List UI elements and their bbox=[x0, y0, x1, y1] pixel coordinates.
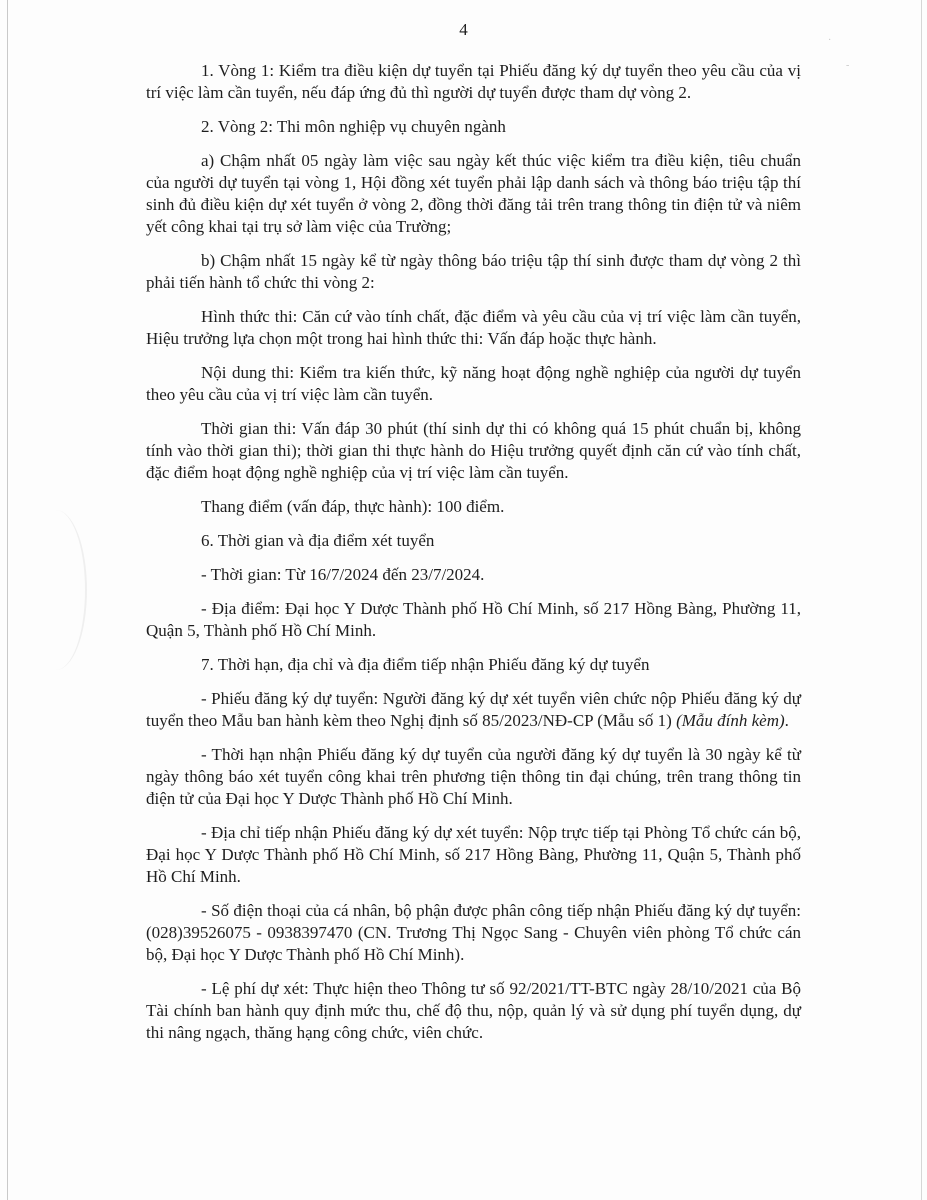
paragraph-contact-phone: - Số điện thoại của cá nhân, bộ phận được phân công tiếp nhận Phiếu đăng ký dự tuyển: (028)39526075 - 0938397470 (CN. Trương Thị Ngọc Sang - Chuyên viên phòng Tổ chức cán bộ, Đại học Y Dược Thành phố Hồ Chí Minh). bbox=[146, 901, 801, 964]
paragraph-round-2-b: b) Chậm nhất 15 ngày kể từ ngày thông báo triệu tập thí sinh được tham dự vòng 2 thì phải tiến hành tổ chức thi vòng 2: bbox=[146, 251, 801, 292]
faint-stamp-bleedthrough bbox=[25, 510, 87, 670]
section-7-heading: 7. Thời hạn, địa chỉ và địa điểm tiếp nhận Phiếu đăng ký dự tuyển bbox=[201, 655, 650, 674]
page-number: 4 bbox=[459, 20, 468, 39]
registration-form-end: . bbox=[784, 711, 789, 730]
registration-form-text: - Phiếu đăng ký dự tuyển: Người đăng ký dự xét tuyển viên chức nộp Phiếu đăng ký dự tuyển theo Mẫu ban hành kèm theo Nghị định số 85/2023/NĐ-CP (Mẫu số 1) bbox=[146, 689, 801, 730]
paragraph-fee: - Lệ phí dự xét: Thực hiện theo Thông tư số 92/2021/TT-BTC ngày 28/10/2021 của Bộ Tài chính ban hành quy định mức thu, chế độ thu, nộp, quản lý và sử dụng phí tuyển dụng, dự thi nâng ngạch, thăng hạng công chức, viên chức. bbox=[146, 979, 801, 1042]
scan-speck: - bbox=[846, 60, 850, 71]
scan-edge-left bbox=[7, 0, 8, 1200]
paragraph-location: - Địa điểm: Đại học Y Dược Thành phố Hồ Chí Minh, số 217 Hồng Bàng, Phường 11, Quận 5, Thành phố Hồ Chí Minh. bbox=[146, 599, 801, 640]
paragraph-round-1: 1. Vòng 1: Kiểm tra điều kiện dự tuyển tại Phiếu đăng ký dự tuyển theo yêu cầu của vị trí việc làm cần tuyển, nếu đáp ứng đủ thì người dự tuyển được tham dự vòng 2. bbox=[146, 61, 801, 102]
paragraph-round-2-heading: 2. Vòng 2: Thi môn nghiệp vụ chuyên ngành bbox=[201, 117, 506, 136]
paragraph-exam-duration: Thời gian thi: Vấn đáp 30 phút (thí sinh dự thi có không quá 15 phút chuẩn bị, không tính vào thời gian thi); thời gian thi thực hành do Hiệu trưởng quyết định căn cứ vào tính chất, đặc điểm hoạt động nghề nghiệp của vị trí việc làm cần tuyển. bbox=[146, 419, 801, 482]
paragraph-registration-form bbox=[146, 688, 801, 732]
paragraph-scoring-scale: Thang điểm (vấn đáp, thực hành): 100 điểm. bbox=[201, 497, 505, 516]
document-body bbox=[146, 60, 801, 1056]
paragraph-submission-address: - Địa chỉ tiếp nhận Phiếu đăng ký dự xét tuyển: Nộp trực tiếp tại Phòng Tổ chức cán bộ, Đại học Y Dược Thành phố Hồ Chí Minh, số 217 Hồng Bàng, Phường 11, Quận 5, Thành phố Hồ Chí Minh. bbox=[146, 823, 801, 886]
attached-form-note: (Mẫu đính kèm) bbox=[676, 711, 785, 730]
scan-speck: · bbox=[828, 35, 832, 46]
paragraph-exam-content: Nội dung thi: Kiểm tra kiến thức, kỹ năng hoạt động nghề nghiệp của người dự tuyển theo yêu cầu của vị trí việc làm cần tuyển. bbox=[146, 363, 801, 404]
scan-edge-right bbox=[921, 0, 922, 1200]
paragraph-submission-deadline: - Thời hạn nhận Phiếu đăng ký dự tuyển của người đăng ký dự tuyển là 30 ngày kể từ ngày thông báo xét tuyển công khai trên phương tiện thông tin đại chúng, trên trang thông tin điện tử của Đại học Y Dược Thành phố Hồ Chí Minh. bbox=[146, 745, 801, 808]
section-6-heading: 6. Thời gian và địa điểm xét tuyển bbox=[201, 531, 435, 550]
paragraph-time: - Thời gian: Từ 16/7/2024 đến 23/7/2024. bbox=[201, 565, 485, 584]
paragraph-exam-format: Hình thức thi: Căn cứ vào tính chất, đặc điểm và yêu cầu của vị trí việc làm cần tuyển, Hiệu trưởng lựa chọn một trong hai hình thức thi: Vấn đáp hoặc thực hành. bbox=[146, 307, 801, 348]
paragraph-round-2-a: a) Chậm nhất 05 ngày làm việc sau ngày kết thúc việc kiểm tra điều kiện, tiêu chuẩn của người dự tuyển tại vòng 1, Hội đồng xét tuyển phải lập danh sách và thông báo triệu tập thí sinh đủ điều kiện dự xét tuyển ở vòng 2, đồng thời đăng tải trên trang thông tin điện tử và niêm yết công khai tại trụ sở làm việc của Trường; bbox=[146, 151, 801, 236]
